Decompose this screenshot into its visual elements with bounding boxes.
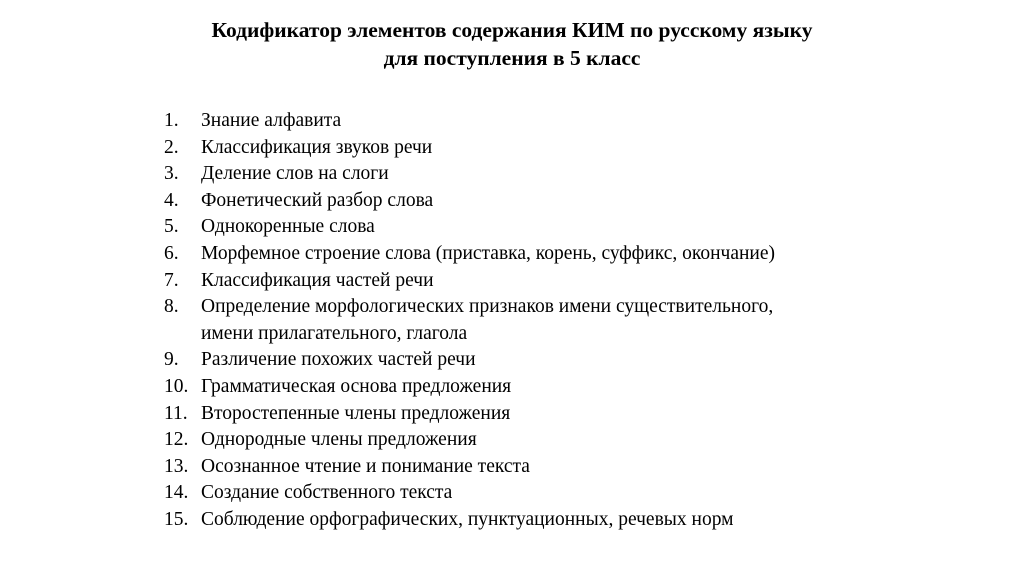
title-line-1: Кодификатор элементов содержания КИМ по русскому языку <box>211 18 813 42</box>
page-title <box>0 16 1024 72</box>
list-item <box>164 374 775 401</box>
list-item <box>164 188 775 215</box>
list-item-text: Фонетический разбор слова <box>201 189 434 211</box>
list-item-number: 4. <box>164 189 179 211</box>
list-item-text: Соблюдение орфографических, пунктуационных, речевых норм <box>201 508 734 530</box>
list-item-text: Второстепенные члены предложения <box>201 402 511 424</box>
title-line-2: для поступления в 5 класс <box>383 46 641 70</box>
list-item <box>164 135 775 162</box>
list-item-text: Создание собственного текста <box>201 482 453 504</box>
list-item-number: 11. <box>164 402 188 424</box>
list-item <box>164 294 775 347</box>
list-item <box>164 161 775 188</box>
list-item <box>164 214 775 241</box>
list-item-text: Грамматическая основа предложения <box>201 375 512 397</box>
list-item-text: имени прилагательного, глагола <box>201 322 468 344</box>
list-item-number: 13. <box>164 455 189 477</box>
list-item <box>164 507 775 534</box>
list-item-number: 8. <box>164 296 179 318</box>
list-item-text: Однокоренные слова <box>201 216 375 238</box>
list-item-number: 6. <box>164 242 179 264</box>
list-item-text: Определение морфологических признаков имени существительного, <box>201 296 774 318</box>
list-item-number: 14. <box>164 482 189 504</box>
list-item-text: Классификация звуков речи <box>201 136 433 158</box>
list-item-text: Однородные члены предложения <box>201 429 477 451</box>
list-item-number: 3. <box>164 163 179 185</box>
list-item-text: Различение похожих частей речи <box>201 349 476 371</box>
list-item-text: Морфемное строение слова (приставка, корень, суффикс, окончание) <box>201 242 776 264</box>
list-item <box>164 454 775 481</box>
list-item <box>164 108 775 135</box>
list-item <box>164 427 775 454</box>
list-item-number: 12. <box>164 429 189 451</box>
list-item <box>164 401 775 428</box>
list-item-number: 15. <box>164 508 189 530</box>
list-item <box>164 241 775 268</box>
list-item-text: Классификация частей речи <box>201 269 434 291</box>
list-item-number: 7. <box>164 269 179 291</box>
list-item-number: 9. <box>164 349 179 371</box>
codifier-list <box>164 108 775 534</box>
list-item <box>164 268 775 295</box>
list-item-number: 5. <box>164 216 179 238</box>
list-item-text: Знание алфавита <box>201 110 342 131</box>
list-item-text: Деление слов на слоги <box>201 163 389 185</box>
list-item <box>164 480 775 507</box>
list-item-text: Осознанное чтение и понимание текста <box>201 455 530 477</box>
list-item <box>164 347 775 374</box>
list-item-number: 10. <box>164 375 189 397</box>
list-item-number: 2. <box>164 136 179 158</box>
list-item-number: 1. <box>164 110 179 131</box>
